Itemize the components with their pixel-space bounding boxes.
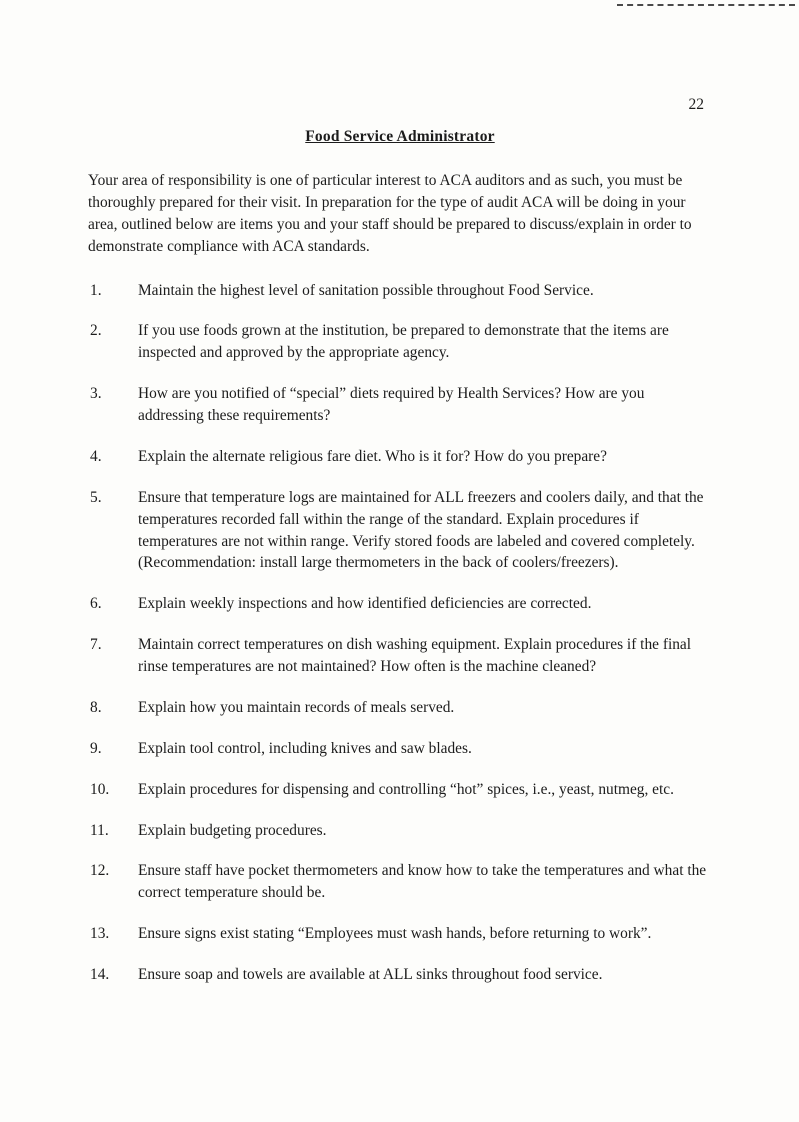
item-text: Explain the alternate religious fare diet. Who is it for? How do you prepare? xyxy=(138,447,607,465)
item-text: Maintain correct temperatures on dish washing equipment. Explain procedures if the final rinse temperatures are not maintained? How often is the machine cleaned? xyxy=(138,636,692,675)
page-title: Food Service Administrator xyxy=(305,128,495,145)
page-content xyxy=(88,96,712,1005)
list-item xyxy=(88,593,712,615)
item-text: Explain weekly inspections and how identified deficiencies are corrected. xyxy=(138,595,592,613)
item-number: 2. xyxy=(90,322,102,340)
item-number: 14. xyxy=(90,966,110,983)
list-item xyxy=(88,320,712,364)
list-item xyxy=(88,964,712,986)
item-text: Explain procedures for dispensing and controlling “hot” spices, i.e., yeast, nutmeg, etc. xyxy=(138,780,674,798)
item-text: How are you notified of “special” diets required by Health Services? How are you addressing these requirements? xyxy=(138,385,645,424)
item-number: 9. xyxy=(90,739,102,757)
item-number: 1. xyxy=(90,281,102,299)
item-text: Ensure that temperature logs are maintained for ALL freezers and coolers daily, and that the temperatures recorded fall within the range of the standard. Explain procedures if temperatures are not within range. Verify stored foods are labeled and covered completely. (Recommendation: install large thermometers in the back of coolers/freezers). xyxy=(138,488,704,572)
list-item xyxy=(88,738,712,760)
list-item xyxy=(88,634,712,678)
item-text: Explain tool control, including knives and saw blades. xyxy=(138,739,472,757)
item-text: Explain budgeting procedures. xyxy=(138,821,327,839)
scan-artifact-dashed-line xyxy=(617,4,795,6)
item-number: 4. xyxy=(90,447,102,465)
list-item xyxy=(88,779,712,801)
list-item xyxy=(88,487,712,575)
item-number: 5. xyxy=(90,488,102,506)
list-item xyxy=(88,860,712,904)
item-number: 6. xyxy=(90,595,102,613)
intro-paragraph: Your area of responsibility is one of particular interest to ACA auditors and as such, you must be thoroughly prepared for their visit. In preparation for the type of audit ACA will be doing in your area, outlined below are items you and your staff should be prepared to discuss/explain in order to demonstrate compliance with ACA standards. xyxy=(88,172,692,255)
page-number: 22 xyxy=(688,96,704,113)
list-item xyxy=(88,697,712,719)
item-text: Ensure staff have pocket thermometers and know how to take the temperatures and what the correct temperature should be. xyxy=(138,862,707,902)
item-number: 3. xyxy=(90,385,102,403)
item-number: 8. xyxy=(90,698,102,716)
list-item xyxy=(88,446,712,468)
list-item xyxy=(88,280,712,302)
list-item xyxy=(88,923,712,945)
item-number: 11. xyxy=(90,821,109,839)
item-text: Maintain the highest level of sanitation possible throughout Food Service. xyxy=(138,281,594,299)
item-number: 13. xyxy=(90,925,110,943)
list-item xyxy=(88,820,712,842)
item-text: If you use foods grown at the institution, be prepared to demonstrate that the items are inspected and approved by the appropriate agency. xyxy=(138,322,669,362)
item-number: 12. xyxy=(90,862,110,880)
numbered-list xyxy=(88,280,712,986)
item-text: Ensure signs exist stating “Employees must wash hands, before returning to work”. xyxy=(138,925,652,943)
item-text: Ensure soap and towels are available at ALL sinks throughout food service. xyxy=(138,966,603,983)
item-number: 10. xyxy=(90,780,110,798)
item-number: 7. xyxy=(90,636,102,654)
list-item xyxy=(88,383,712,427)
item-text: Explain how you maintain records of meals served. xyxy=(138,698,455,716)
